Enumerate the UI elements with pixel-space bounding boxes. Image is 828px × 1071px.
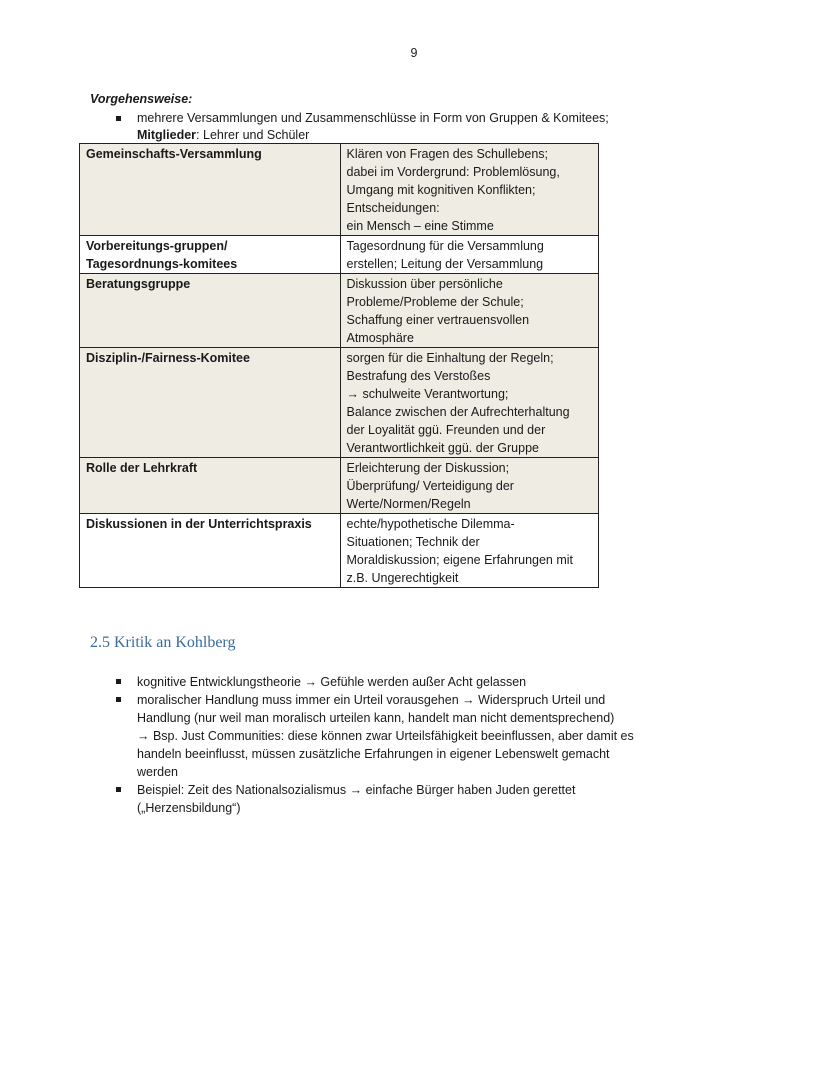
cell-line: → schulweite Verantwortung; [346, 387, 509, 401]
table-row [80, 274, 599, 348]
members-label: Mitglieder [137, 128, 197, 142]
bullet-line: handeln beeinflusst, müssen zusätzliche Erfahrungen in eigener Lebenswelt gemacht [137, 747, 610, 761]
table-cell-description [340, 458, 599, 514]
cell-line: echte/hypothetische Dilemma- [346, 517, 515, 531]
cell-line: Überprüfung/ Verteidigung der [346, 479, 514, 493]
cell-line: Atmosphäre [346, 331, 414, 345]
cell-line: Vorbereitungs-gruppen/ [86, 239, 228, 253]
structure-table [79, 143, 599, 588]
cell-line: dabei im Vordergrund: Problemlösung, [346, 165, 560, 179]
bullet-line: moralischer Handlung muss immer ein Urteil vorausgehen → Widerspruch Urteil und [137, 693, 606, 707]
page-number: 9 [410, 46, 418, 60]
table-row [80, 348, 599, 458]
cell-line: sorgen für die Einhaltung der Regeln; [346, 351, 554, 365]
table-cell-label [80, 514, 341, 588]
cell-line: Moraldiskussion; eigene Erfahrungen mit [346, 553, 574, 567]
bullet-line: → Bsp. Just Communities: diese können zwar Urteilsfähigkeit beeinflussen, aber damit es [137, 729, 634, 743]
square-bullet-icon [116, 116, 121, 121]
section-title: 2.5 Kritik an Kohlberg [90, 634, 236, 651]
list-item [116, 110, 676, 127]
cell-line: Probleme/Probleme der Schule; [346, 295, 524, 309]
cell-line: z.B. Ungerechtigkeit [346, 571, 459, 585]
table-cell-description [340, 236, 599, 274]
list-item [116, 781, 676, 817]
members-value: : Lehrer und Schüler [196, 128, 310, 142]
procedure-list [116, 110, 676, 144]
table-cell-label [80, 458, 341, 514]
square-bullet-icon [116, 679, 121, 684]
cell-line: Disziplin-/Fairness-Komitee [86, 351, 250, 365]
cell-line: Situationen; Technik der [346, 535, 480, 549]
cell-line: Diskussionen in der Unterrichtspraxis [86, 517, 312, 531]
bullet-line: kognitive Entwicklungstheorie → Gefühle werden außer Acht gelassen [137, 675, 527, 689]
procedure-bullet-text: mehrere Versammlungen und Zusammenschlüsse in Form von Gruppen & Komitees; [137, 111, 609, 125]
members-line [116, 127, 676, 144]
cell-line: Werte/Normen/Regeln [346, 497, 471, 511]
table-row [80, 458, 599, 514]
table-row [80, 514, 599, 588]
cell-line: Diskussion über persönliche [346, 277, 503, 291]
cell-line: Gemeinschafts-Versammlung [86, 147, 262, 161]
table-row [80, 144, 599, 236]
bullet-line: werden [137, 765, 178, 779]
table-cell-label [80, 348, 341, 458]
cell-line: Beratungsgruppe [86, 277, 191, 291]
square-bullet-icon [116, 787, 121, 792]
bullet-line: („Herzensbildung“) [137, 801, 241, 815]
bullet-line: Handlung (nur weil man moralisch urteilen kann, handelt man nicht dementsprechend) [137, 711, 615, 725]
table-cell-description [340, 274, 599, 348]
cell-line: Klären von Fragen des Schullebens; [346, 147, 549, 161]
table-cell-label [80, 236, 341, 274]
cell-line: Erleichterung der Diskussion; [346, 461, 510, 475]
cell-line: Tagesordnungs-komitees [86, 257, 238, 271]
cell-line: der Loyalität ggü. Freunden und der [346, 423, 546, 437]
list-item [116, 691, 676, 781]
bullet-line: Beispiel: Zeit des Nationalsozialismus → einfache Bürger haben Juden gerettet [137, 783, 576, 797]
table-cell-description [340, 514, 599, 588]
critique-list [116, 673, 676, 817]
square-bullet-icon [116, 697, 121, 702]
table-cell-label [80, 144, 341, 236]
table-cell-label [80, 274, 341, 348]
table-cell-description [340, 144, 599, 236]
cell-line: Tagesordnung für die Versammlung [346, 239, 544, 253]
cell-line: Bestrafung des Verstoßes [346, 369, 491, 383]
cell-line: erstellen; Leitung der Versammlung [346, 257, 544, 271]
list-item [116, 673, 676, 691]
table-cell-description [340, 348, 599, 458]
cell-line: Schaffung einer vertrauensvollen [346, 313, 530, 327]
cell-line: Verantwortlichkeit ggü. der Gruppe [346, 441, 539, 455]
cell-line: Balance zwischen der Aufrechterhaltung [346, 405, 570, 419]
cell-line: Rolle der Lehrkraft [86, 461, 198, 475]
cell-line: ein Mensch – eine Stimme [346, 219, 494, 233]
cell-line: Umgang mit kognitiven Konflikten; [346, 183, 536, 197]
table-row [80, 236, 599, 274]
cell-line: Entscheidungen: [346, 201, 440, 215]
procedure-heading: Vorgehensweise: [90, 92, 193, 106]
